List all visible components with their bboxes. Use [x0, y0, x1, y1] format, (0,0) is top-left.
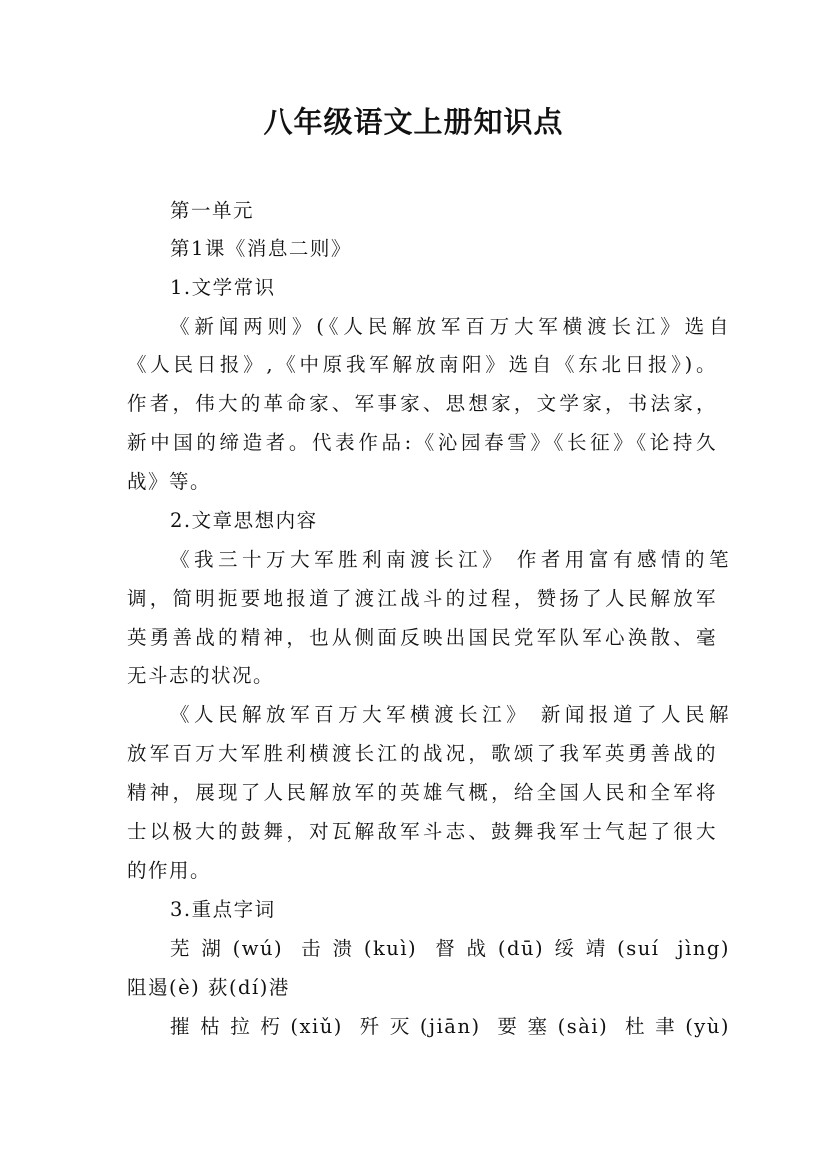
lesson-heading: 第1课《消息二则》 — [170, 237, 352, 260]
section-heading-literature: 1.文学常识 — [170, 276, 276, 299]
paragraph-line: 士以极大的鼓舞，对瓦解敌军斗志、鼓舞我军士气起了很大 — [127, 820, 717, 843]
paragraph-line: 的作用。 — [127, 859, 212, 882]
paragraph-line: 新中国的缔造者。代表作品:《沁园春雪》《长征》《论持久 — [127, 431, 717, 454]
paragraph-line: 《人民解放军百万大军横渡长江》 新闻报道了人民解 — [170, 703, 730, 726]
paragraph-line: 无斗志的状况。 — [127, 664, 275, 687]
paragraph-line: 调，简明扼要地报道了渡江战斗的过程，赞扬了人民解放军 — [127, 587, 717, 610]
document-title: 八年级语文上册知识点 — [263, 105, 564, 139]
section-heading-content: 2.文章思想内容 — [170, 509, 318, 532]
paragraph-line: 作者，伟大的革命家、军事家、思想家，文学家，书法家， — [127, 392, 717, 415]
paragraph-line: 《新闻两则》(《人民解放军百万大军横渡长江》选自 — [170, 315, 730, 338]
paragraph-line: 《人民日报》,《中原我军解放南阳》选自《东北日报》)。 — [127, 353, 717, 376]
vocabulary-line: 摧枯拉朽(xiǔ) 歼灭(jiān) 要塞(sài) 杜聿(yù) — [170, 1015, 730, 1038]
paragraph-line: 战》等。 — [127, 470, 212, 493]
unit-heading: 第一单元 — [170, 199, 255, 222]
paragraph-line: 放军百万大军胜利横渡长江的战况，歌颂了我军英勇善战的 — [127, 742, 717, 765]
paragraph-line: 精神，展现了人民解放军的英雄气概，给全国人民和全军将 — [127, 781, 717, 804]
vocabulary-line: 阻遏(è) 荻(dí)港 — [127, 976, 290, 999]
paragraph-line: 英勇善战的精神，也从侧面反映出国民党军队军心涣散、毫 — [127, 626, 717, 649]
vocabulary-line: 芜湖(wú) 击溃(kuì) 督战(dū)绥靖(suí jìng) — [170, 937, 730, 960]
section-heading-vocabulary: 3.重点字词 — [170, 898, 276, 921]
paragraph-line: 《我三十万大军胜利南渡长江》 作者用富有感情的笔 — [170, 548, 730, 571]
